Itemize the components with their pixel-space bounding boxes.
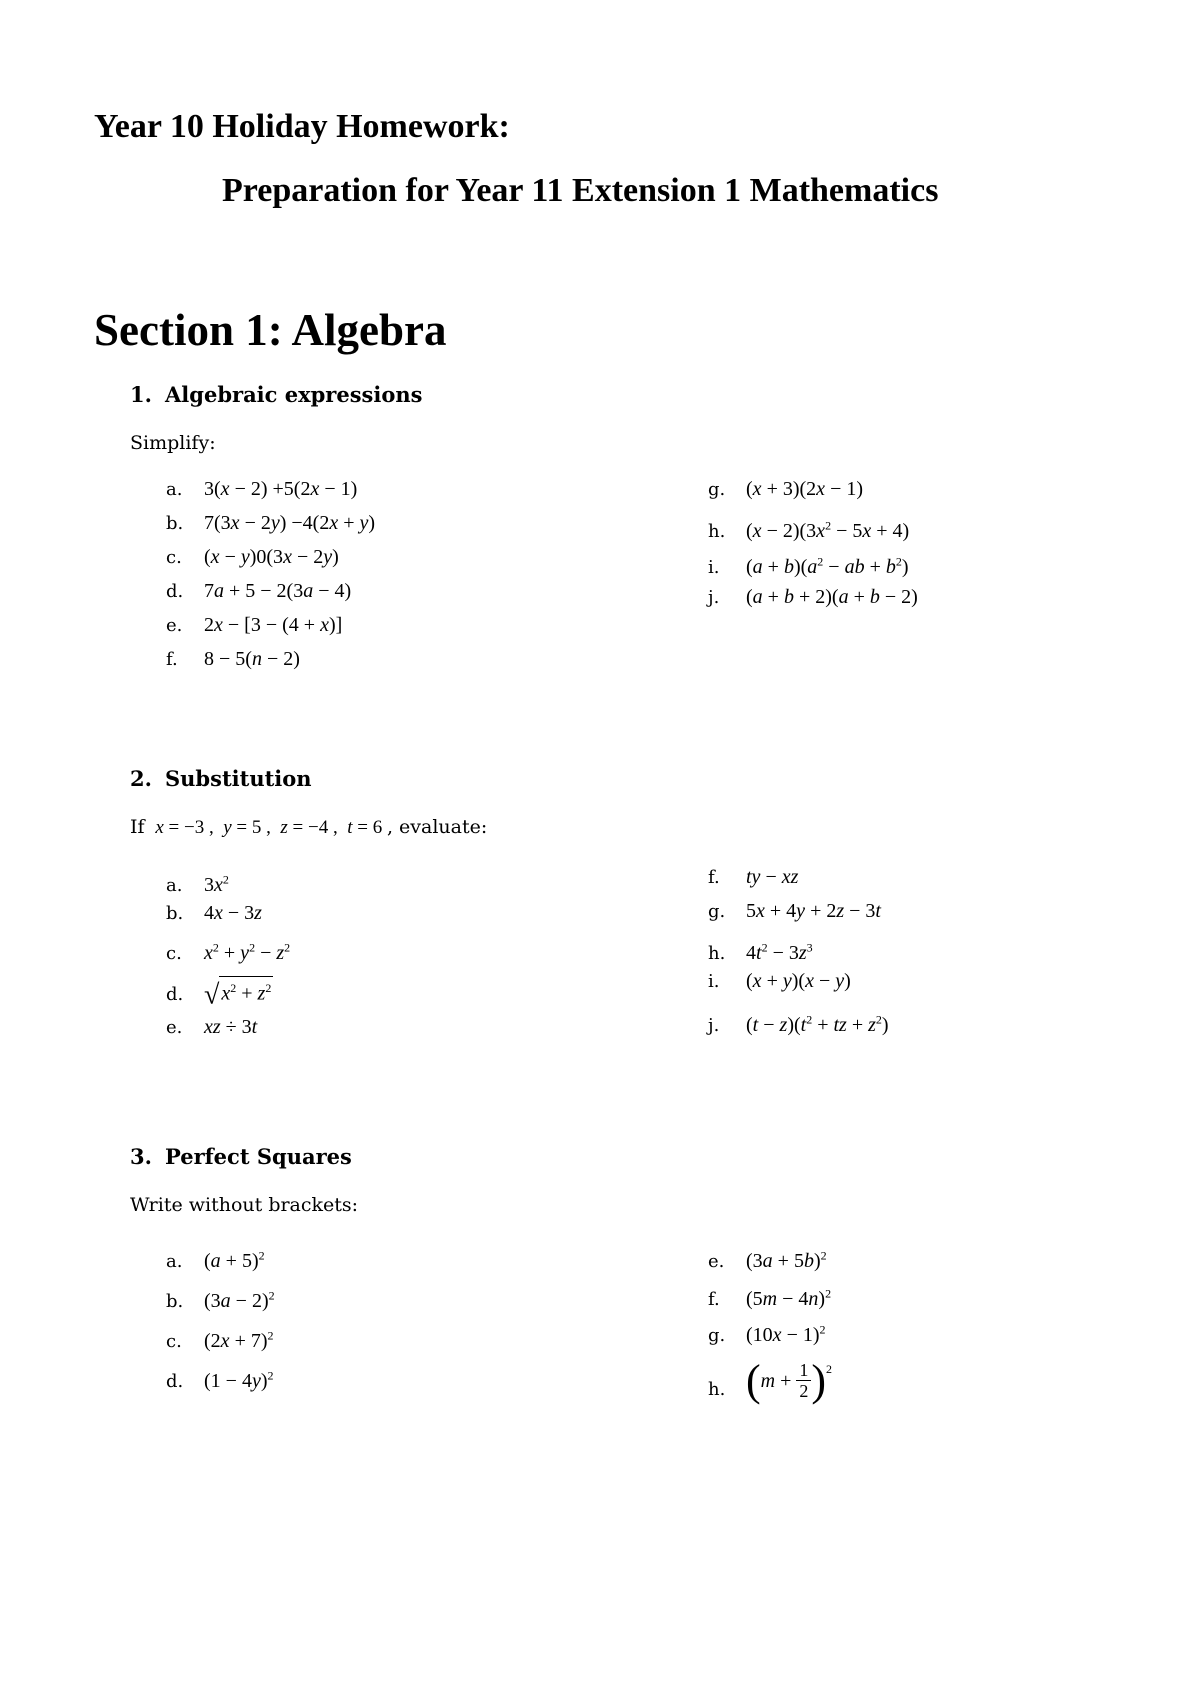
question-2-heading [130,766,312,791]
fraction-expression: ( m + $\frac{1}{2}$ ) $^2$ [746,1355,833,1405]
item-label: f. [708,867,720,888]
item-label: e. [166,1017,183,1038]
question-number: 3. [130,1144,152,1169]
section-title: Section 1: Algebra [94,305,447,355]
q3-item-g [708,1316,826,1349]
question-title: Perfect Squares [165,1144,352,1169]
q2-item-e [166,1014,257,1041]
item-label: d. [166,1370,184,1392]
question-1-heading [130,382,422,407]
question-number: 2. [130,766,152,791]
item-label: g. [708,901,726,922]
question-1-instruction: Simplify: [130,432,216,454]
q3-item-b [166,1282,275,1315]
q2-item-f [708,864,798,891]
q1-item-e [166,612,342,639]
expression: 7(3x − 2y) −4(2x + y) [204,512,376,534]
question-2-instruction [130,816,487,839]
q3-item-d [166,1362,274,1395]
item-label: b. [166,903,184,924]
expression: $x^2 + y^2 - z^2$ [204,940,291,964]
q2-item-a [166,866,229,899]
item-label: i. [708,971,720,992]
item-label: h. [708,942,726,964]
q2-item-c [166,934,290,967]
q2-item-h [708,934,813,967]
expression: (x + 3)(2x − 1) [746,478,864,500]
item-label: e. [166,615,183,636]
expression: ty − xz [746,866,799,888]
expression: $(t - z)(t^2$ + tz + $z^2$) [746,1012,889,1036]
item-label: a. [166,479,183,500]
item-label: b. [166,513,184,534]
expression: 8 − 5(n − 2) [204,648,300,670]
q2-item-g [708,898,881,925]
expression: $(a + 5)^2$ [204,1248,265,1272]
item-label: f. [708,1288,720,1310]
q3-item-c [166,1322,274,1355]
expression: $(1 - 4y)^2$ [204,1368,274,1392]
expression: $(10x - 1)^2$ [746,1322,826,1346]
question-number: 1. [130,382,152,407]
item-label: j. [708,1014,720,1036]
item-label: g. [708,479,726,500]
expression: 7a + 5 − 2(3a − 4) [204,580,352,602]
expression: $(x - 2)(3x^2 - 5x + 4)$ [746,518,910,542]
expression: $(5m - 4n)^2$ [746,1286,832,1310]
item-label: c. [166,1330,182,1352]
item-label: d. [166,983,184,1005]
item-label: c. [166,942,182,964]
item-label: c. [166,547,182,568]
q1-item-g [708,476,863,503]
question-3-instruction: Write without brackets: [130,1194,359,1216]
expression: 5x + 4y + 2z − 3t [746,900,881,922]
q1-item-a [166,476,357,503]
q1-item-d [166,578,351,605]
item-label: h. [708,1378,726,1400]
q3-item-f [708,1280,831,1313]
document-title: Year 10 Holiday Homework: [94,108,510,145]
item-label: g. [708,1324,726,1346]
item-label: e. [708,1250,725,1272]
given-values: x = −3 , y = 5 , z = −4 , t = 6 [155,817,387,838]
expression: $(2x + 7)^2$ [204,1328,274,1352]
item-label: f. [166,649,178,670]
item-label: a. [166,874,183,896]
item-label: b. [166,1290,184,1312]
instruction-suffix: , evaluate: [386,816,488,838]
expression: $4t^2 - 3z^3$ [746,940,813,964]
item-label: h. [708,520,726,542]
question-3-heading [130,1144,352,1169]
q1-item-h [708,512,909,545]
q3-item-e [708,1242,827,1275]
expression: $(3a + 5b)^2$ [746,1248,827,1272]
q2-item-j [708,1006,889,1039]
q3-item-a [166,1242,265,1275]
item-label: i. [708,556,720,578]
expression: (a + b + 2)(a + b − 2) [746,586,918,608]
instruction-prefix: If [130,816,145,838]
expression: $(3a - 2)^2$ [204,1288,275,1312]
q1-item-b [166,510,375,537]
item-label: d. [166,581,184,602]
q2-item-i [708,968,851,995]
q1-item-c [166,544,339,571]
question-title: Substitution [165,766,312,791]
fraction: $\frac{1}{2}$ [796,1360,811,1401]
q1-item-f [166,646,300,673]
question-title: Algebraic expressions [165,382,423,407]
q1-item-j [708,584,918,611]
expression: 2x − [3 − (4 + x)] [204,614,343,636]
expression: (x − y)0(3x − 2y) [204,546,339,568]
square-root-expression: √ $x^2 + z^2$ [204,976,273,1009]
expression: $(a + b)(a^2$ − ab + $b^2$) [746,554,909,578]
expression: $3x^2$ [204,872,229,896]
item-label: j. [708,587,720,608]
document-subtitle: Preparation for Year 11 Extension 1 Mathematics [222,172,939,209]
q1-item-i [708,548,909,581]
q2-item-b [166,900,262,927]
q3-item-h [708,1355,833,1405]
expression: 3(x − 2) +5(2x − 1) [204,478,358,500]
expression: xz ÷ 3t [204,1016,258,1038]
item-label: a. [166,1250,183,1272]
expression: (x + y)(x − y) [746,970,851,992]
q2-item-d [166,976,273,1009]
expression: 4x − 3z [204,902,262,924]
